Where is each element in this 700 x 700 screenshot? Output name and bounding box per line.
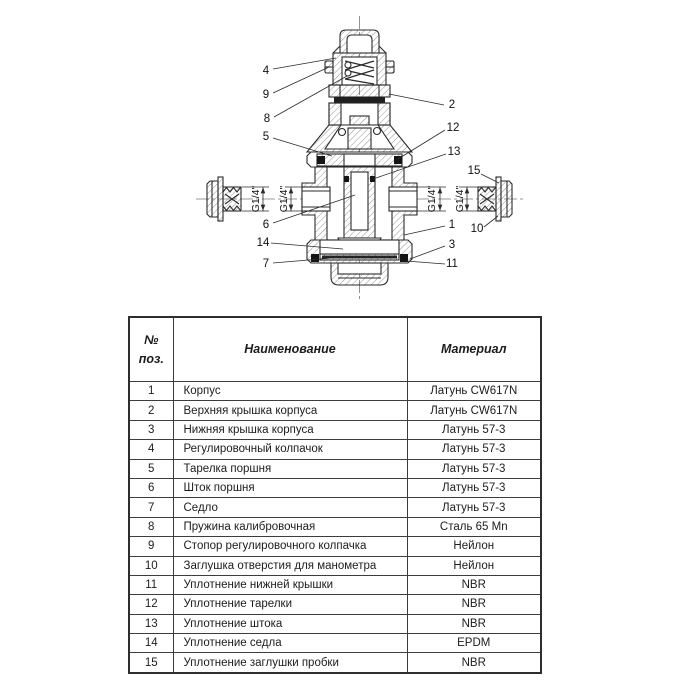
row-name: Уплотнение тарелки (173, 595, 407, 614)
callout-11: 11 (446, 258, 458, 271)
callout-14: 14 (256, 237, 270, 250)
row-material: NBR (407, 575, 541, 594)
row-name: Верхняя крышка корпуса (173, 401, 407, 420)
table-row (129, 595, 541, 614)
row-material: Латунь 57-3 (407, 459, 541, 478)
valve-cross-section-diagram (0, 0, 700, 312)
row-pos: 2 (129, 401, 173, 420)
callout-7: 7 (262, 258, 270, 271)
row-pos: 7 (129, 498, 173, 517)
row-material: Латунь 57-3 (407, 478, 541, 497)
right-plug (478, 177, 512, 221)
row-pos: 6 (129, 478, 173, 497)
row-material: Латунь 57-3 (407, 498, 541, 517)
dim-label: G1/4" (277, 185, 290, 213)
row-material: NBR (407, 653, 541, 673)
parts-table (128, 316, 542, 674)
row-pos: 13 (129, 614, 173, 633)
row-pos: 14 (129, 634, 173, 653)
row-material: Нейлон (407, 537, 541, 556)
row-material: NBR (407, 614, 541, 633)
header-pos: № поз. (129, 317, 173, 382)
callout-8: 8 (263, 113, 271, 126)
lower-cover (307, 240, 412, 285)
callout-6: 6 (262, 219, 270, 232)
callout-3: 3 (448, 239, 456, 252)
table-row (129, 498, 541, 517)
table-row (129, 459, 541, 478)
table-row (129, 401, 541, 420)
row-name: Уплотнение штока (173, 614, 407, 633)
piston-plate (307, 152, 412, 167)
row-pos: 8 (129, 517, 173, 536)
callout-5: 5 (262, 131, 270, 144)
row-name: Заглушка отверстия для манометра (173, 556, 407, 575)
row-name: Регулировочный колпачок (173, 440, 407, 459)
row-pos: 5 (129, 459, 173, 478)
row-pos: 10 (129, 556, 173, 575)
adjustment-cap (329, 30, 390, 97)
dim-label: G1/4" (249, 185, 262, 213)
table-row (129, 440, 541, 459)
row-material: Латунь 57-3 (407, 440, 541, 459)
callout-12: 12 (446, 122, 460, 135)
table-row (129, 478, 541, 497)
table-row (129, 517, 541, 536)
piston-stem (338, 166, 381, 246)
row-material: NBR (407, 595, 541, 614)
row-pos: 12 (129, 595, 173, 614)
callout-10: 10 (470, 223, 484, 236)
row-material: Нейлон (407, 556, 541, 575)
row-pos: 3 (129, 420, 173, 439)
row-material: Латунь CW617N (407, 382, 541, 401)
row-name: Шток поршня (173, 478, 407, 497)
callout-15: 15 (467, 165, 481, 178)
table-header-row (129, 317, 541, 382)
row-name: Уплотнение нижней крышки (173, 575, 407, 594)
table-row (129, 614, 541, 633)
callout-2: 2 (448, 99, 456, 112)
row-pos: 9 (129, 537, 173, 556)
row-pos: 15 (129, 653, 173, 673)
row-material: Сталь 65 Mn (407, 517, 541, 536)
header-material: Материал (407, 317, 541, 382)
callout-1: 1 (448, 219, 456, 232)
table-row (129, 382, 541, 401)
header-name: Наименование (173, 317, 407, 382)
row-name: Стопор регулировочного колпачка (173, 537, 407, 556)
callout-4: 4 (262, 65, 270, 78)
row-name: Уплотнение заглушки пробки (173, 653, 407, 673)
row-name: Пружина калибровочная (173, 517, 407, 536)
table-row (129, 575, 541, 594)
upper-cover (307, 103, 412, 152)
callout-9: 9 (262, 89, 270, 102)
dim-label: G1/4" (453, 185, 466, 213)
row-material: EPDM (407, 634, 541, 653)
left-plug (207, 177, 241, 221)
row-name: Уплотнение седла (173, 634, 407, 653)
table-row (129, 653, 541, 673)
callout-13: 13 (447, 146, 461, 159)
row-pos: 11 (129, 575, 173, 594)
table-row (129, 556, 541, 575)
row-pos: 4 (129, 440, 173, 459)
table-row (129, 420, 541, 439)
row-pos: 1 (129, 382, 173, 401)
row-name: Корпус (173, 382, 407, 401)
row-material: Латунь CW617N (407, 401, 541, 420)
row-name: Седло (173, 498, 407, 517)
dim-label: G1/4" (425, 185, 438, 213)
spring-seat-band (334, 97, 385, 103)
row-name: Тарелка поршня (173, 459, 407, 478)
table-row (129, 537, 541, 556)
row-name: Нижняя крышка корпуса (173, 420, 407, 439)
row-material: Латунь 57-3 (407, 420, 541, 439)
table-row (129, 634, 541, 653)
